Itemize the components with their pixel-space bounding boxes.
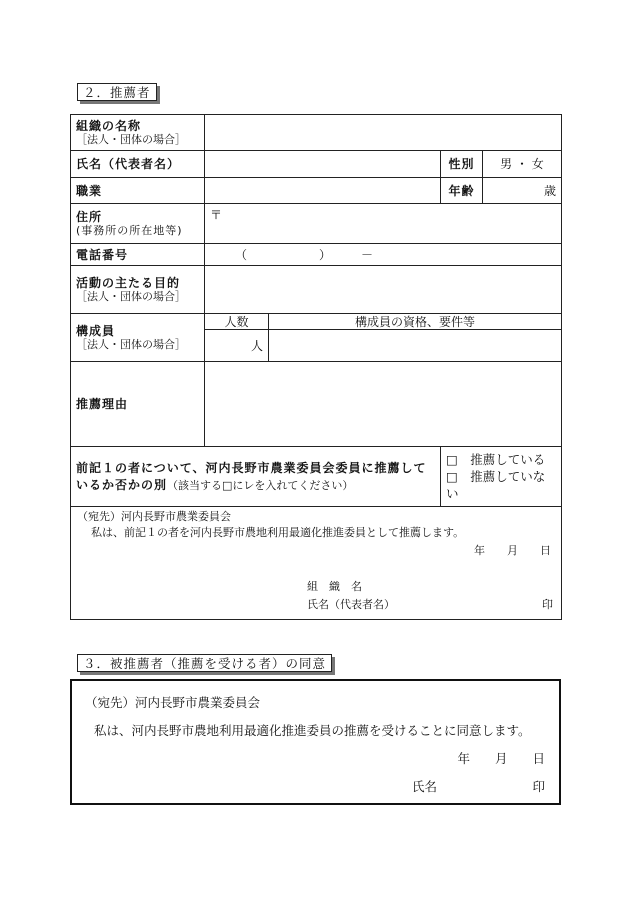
recommender-table bbox=[70, 114, 562, 620]
consent-date[interactable]: 年 月 日 bbox=[457, 751, 545, 766]
occupation-label: 職業 bbox=[71, 178, 205, 204]
row-reason bbox=[71, 362, 562, 447]
recommend-question-cell bbox=[71, 447, 441, 507]
recommend-options-cell bbox=[441, 447, 562, 507]
gender-value[interactable]: 男 ・ 女 bbox=[483, 151, 562, 178]
phone-field[interactable] bbox=[205, 244, 562, 266]
phone-format: （ ） － bbox=[235, 247, 374, 262]
purpose-sub: ［法人・団体の場合］ bbox=[76, 289, 186, 303]
row-declaration bbox=[71, 507, 562, 620]
age-label: 年齢 bbox=[441, 178, 483, 204]
consent-name-label: 氏名 bbox=[412, 779, 438, 794]
name-field[interactable] bbox=[205, 151, 441, 178]
recommend-note: （該当する□にレを入れてください） bbox=[167, 478, 354, 492]
members-sub: ［法人・団体の場合］ bbox=[76, 337, 186, 351]
org-name-label-cell bbox=[71, 115, 205, 151]
members-count-header: 人数 bbox=[205, 314, 269, 330]
row-name bbox=[71, 151, 562, 178]
postal-mark: 〒 bbox=[210, 208, 223, 222]
org-name-label: 組織の名称 bbox=[76, 118, 142, 133]
recommend-question: 前記１の者について、河内長野市農業委員会委員に推薦しているか否かの別 bbox=[76, 460, 427, 492]
row-phone bbox=[71, 244, 562, 266]
members-unit: 人 bbox=[250, 338, 263, 353]
row-occupation bbox=[71, 178, 562, 204]
phone-label: 電話番号 bbox=[71, 244, 205, 266]
address-sub: (事務所の所在地等) bbox=[76, 223, 183, 237]
declaration-cell bbox=[71, 507, 562, 620]
org-name-sub: ［法人・団体の場合］ bbox=[76, 132, 186, 146]
purpose-label-cell bbox=[71, 266, 205, 314]
age-field[interactable] bbox=[483, 178, 562, 204]
consent-statement: 私は、河内長野市農地利用最適化推進委員の推薦を受けることに同意します。 bbox=[94, 723, 531, 738]
declaration-date[interactable]: 年 月 日 bbox=[474, 544, 551, 557]
purpose-field[interactable] bbox=[205, 266, 562, 314]
members-count-field[interactable] bbox=[205, 330, 269, 362]
option-recommended[interactable]: □ 推薦している bbox=[446, 452, 546, 467]
consent-box bbox=[70, 679, 561, 805]
address-label: 住所 bbox=[76, 209, 103, 224]
gender-label: 性別 bbox=[441, 151, 483, 178]
consent-seal: 印 bbox=[532, 779, 545, 794]
row-recommend bbox=[71, 447, 562, 507]
members-qual-field[interactable] bbox=[269, 330, 562, 362]
reason-field[interactable] bbox=[205, 362, 562, 447]
members-label-cell bbox=[71, 314, 205, 362]
section3-label: ３．被推薦者（推薦を受ける者）の同意 bbox=[77, 654, 332, 672]
declaration-addressee: （宛先）河内長野市農業委員会 bbox=[77, 510, 231, 523]
declaration-name-label: 氏名（代表者名） bbox=[307, 598, 395, 611]
members-label: 構成員 bbox=[76, 323, 116, 338]
purpose-label: 活動の主たる目的 bbox=[76, 275, 181, 290]
reason-label: 推薦理由 bbox=[71, 362, 205, 447]
declaration-seal: 印 bbox=[542, 598, 553, 611]
row-purpose bbox=[71, 266, 562, 314]
name-label: 氏名（代表者名） bbox=[71, 151, 205, 178]
row-address bbox=[71, 204, 562, 244]
declaration-statement: 私は、前記１の者を河内長野市農地利用最適化推進委員として推薦します。 bbox=[91, 526, 465, 539]
consent-addressee: （宛先）河内長野市農業委員会 bbox=[85, 695, 261, 710]
occupation-field[interactable] bbox=[205, 178, 441, 204]
option-not-recommended[interactable]: □ 推薦していない bbox=[446, 469, 546, 501]
address-label-cell bbox=[71, 204, 205, 244]
address-field[interactable] bbox=[205, 204, 562, 244]
row-org-name bbox=[71, 115, 562, 151]
row-members-header bbox=[71, 314, 562, 330]
org-name-field[interactable] bbox=[205, 115, 562, 151]
section2-label: ２．推薦者 bbox=[77, 83, 157, 101]
declaration-org-label: 組 織 名 bbox=[307, 580, 362, 593]
age-unit: 歳 bbox=[543, 183, 556, 198]
members-qual-header: 構成員の資格、要件等 bbox=[269, 314, 562, 330]
